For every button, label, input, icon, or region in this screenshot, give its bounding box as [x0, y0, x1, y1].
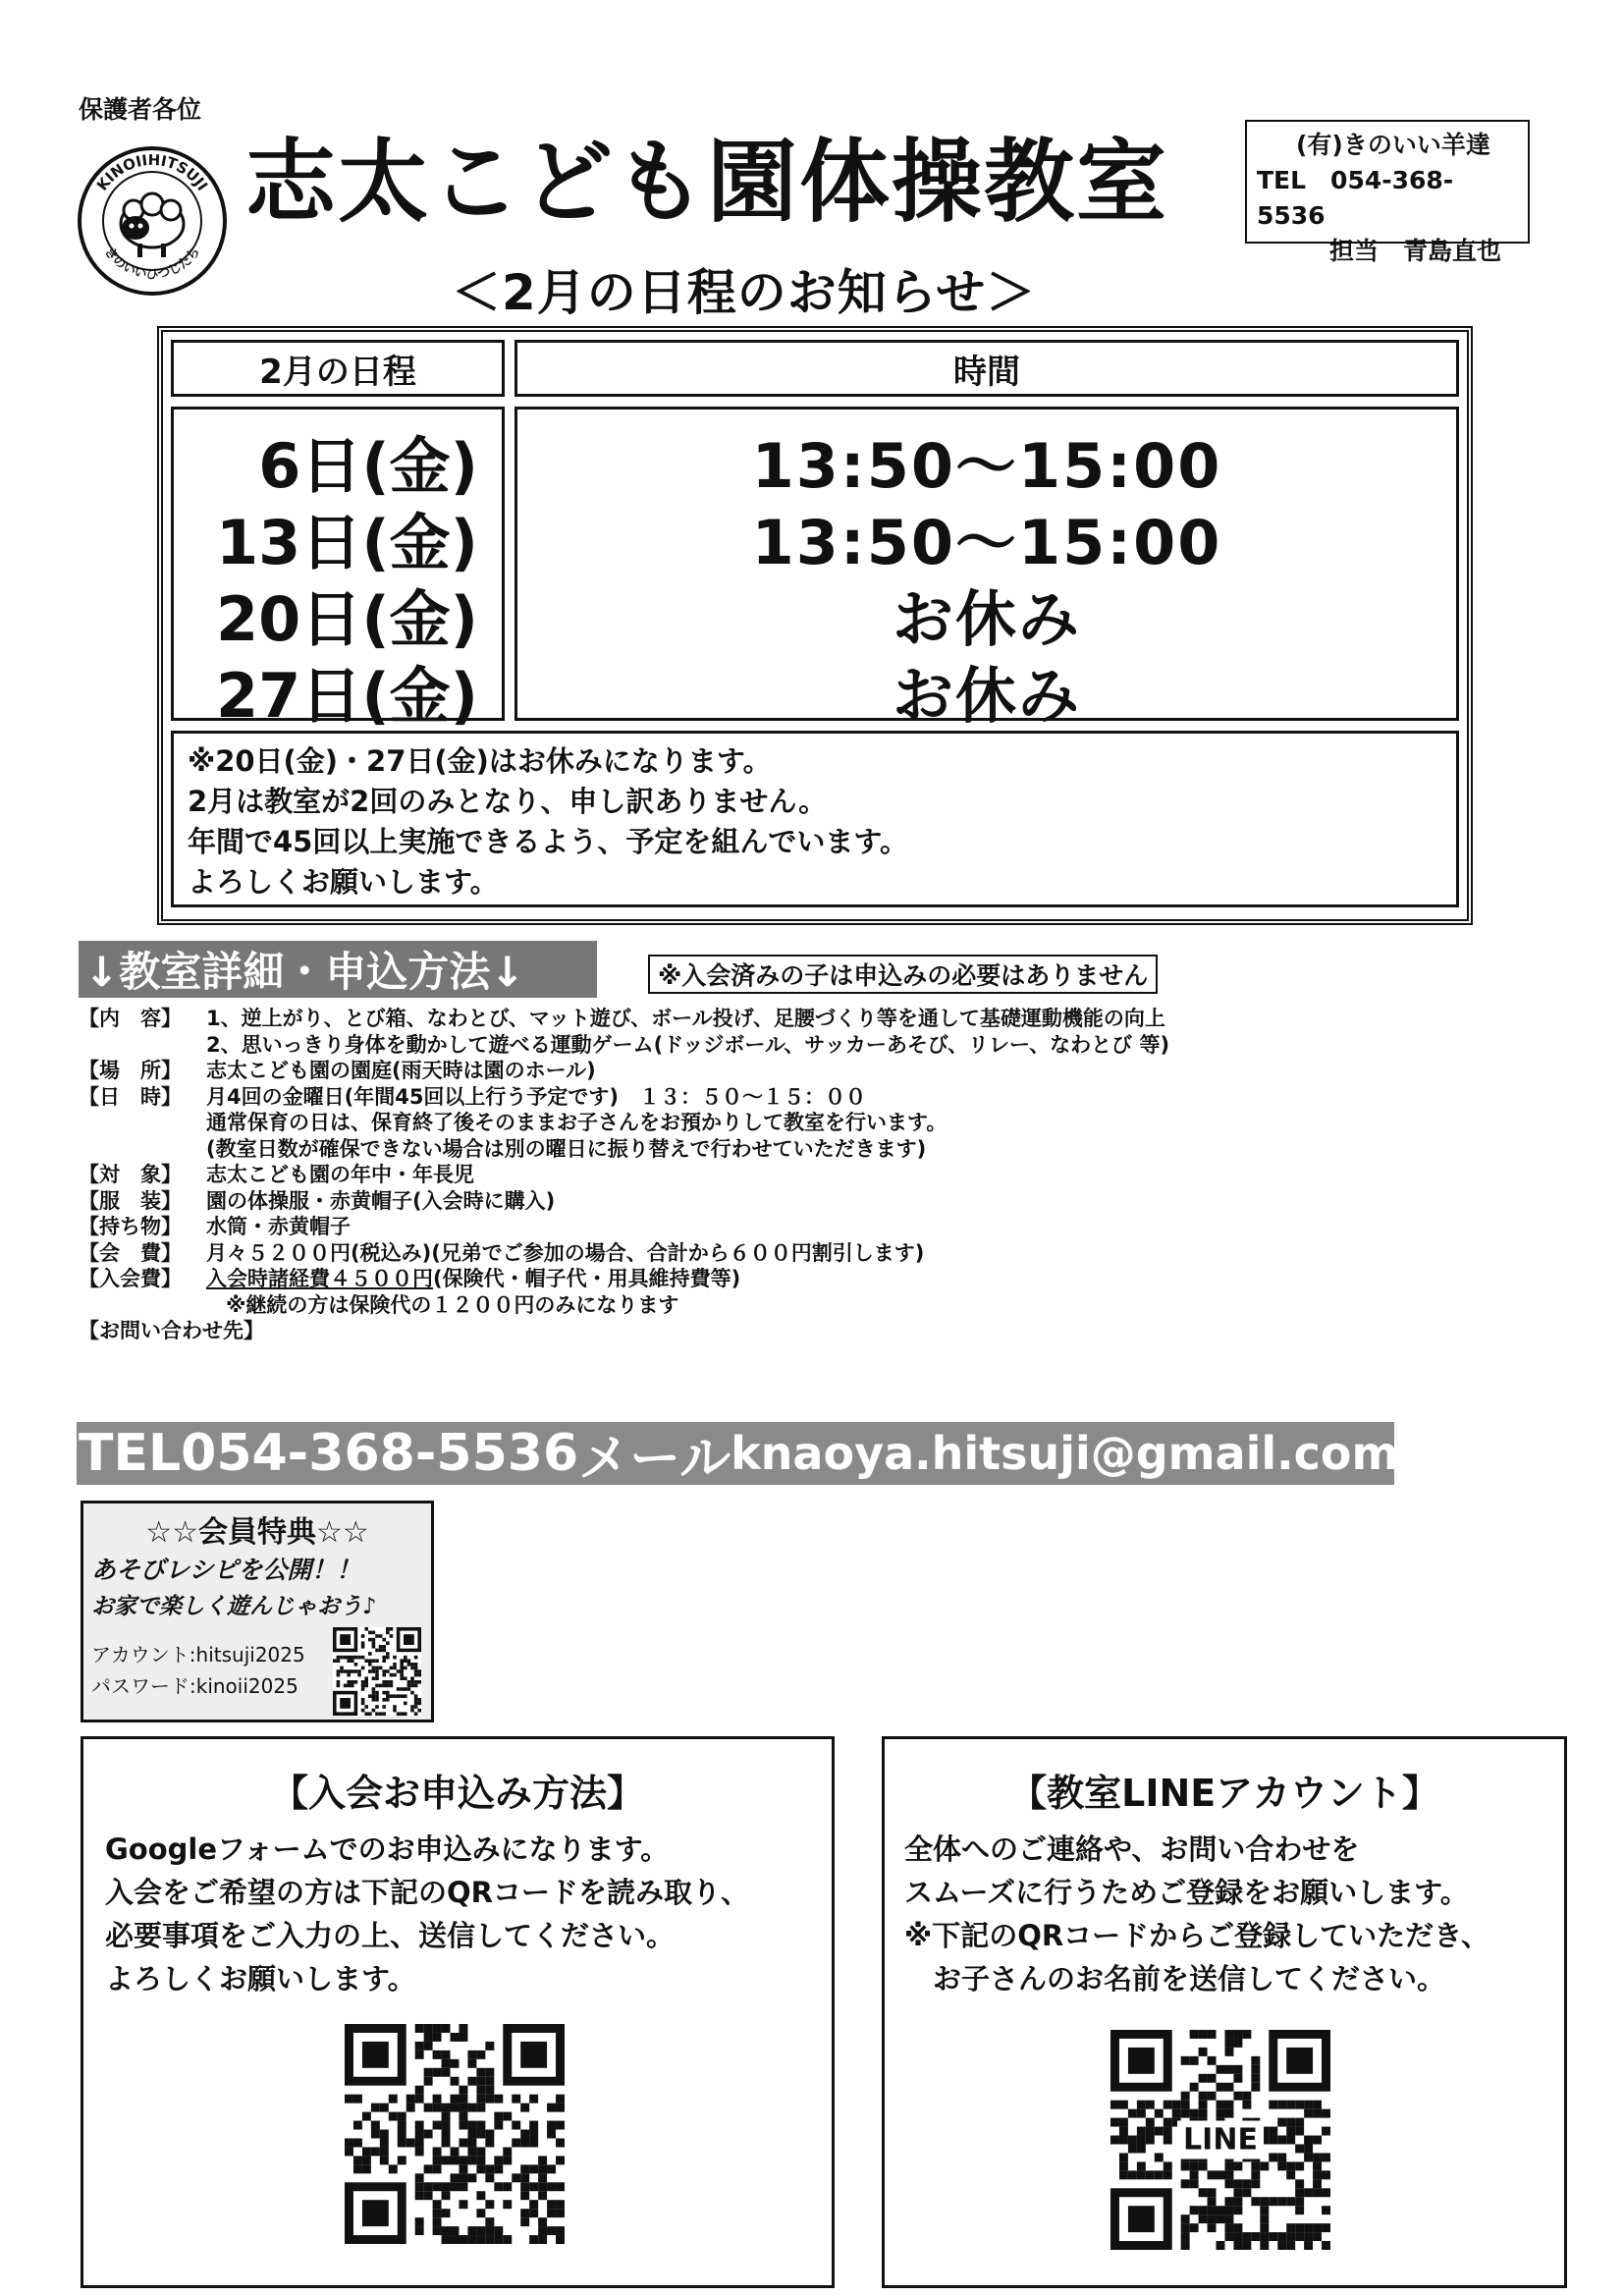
contact-person: 担当 青島直也 — [1329, 237, 1502, 265]
detail-text: 2、思いっきり身体を動かして遊べる運動ゲーム(ドッジボール、サッカーあそび、リレー、なわとび 等) — [206, 1032, 1170, 1057]
schedule-time: 13:50～15:00 — [751, 507, 1222, 578]
schedule-date: 27日(金) — [216, 660, 478, 732]
detail-label: 【持ち物】 — [79, 1215, 182, 1238]
line-box-line: お子さんのお名前を送信してください。 — [904, 1962, 1446, 1995]
addressee: 保護者各位 — [79, 95, 202, 124]
detail-text: 志太こども園の年中・年長児 — [206, 1163, 474, 1186]
inquiry-label: 【お問い合わせ先】 — [79, 1319, 264, 1342]
detail-text: 1、逆上がり、とび箱、なわとび、マット遊び、ボール投げ、足腰づくり等を通して基礎運動機能の向上 — [206, 1007, 1165, 1030]
perks-line: あそびレシピを公開！！ — [91, 1556, 361, 1584]
schedule-date: 6日(金) — [258, 430, 478, 502]
detail-text: 志太こども園の園庭(雨天時は園のホール) — [206, 1059, 596, 1082]
line-box-line: 全体へのご連絡や、お問い合わせを — [904, 1832, 1360, 1866]
detail-label: 【日 時】 — [79, 1084, 182, 1109]
schedule-times — [514, 407, 1459, 732]
member-note: ※入会済みの子は申込みの必要はありません — [648, 955, 1158, 994]
contact-bar — [77, 1422, 1399, 1489]
email-address[interactable]: knaoya.hitsuji@gmail.com — [731, 1427, 1399, 1480]
schedule-time: お休み — [892, 583, 1081, 655]
schedule-notes — [171, 731, 1459, 907]
contact-tel: TEL 054-368-5536 — [1257, 166, 1454, 230]
logo-text: KINOIIHITSUJI — [92, 150, 212, 194]
detail-label: 【対 象】 — [79, 1163, 182, 1186]
entry-fee-detail: (保険代・帽子代・用具維持費等) — [433, 1267, 741, 1290]
line-box-line: スムーズに行うためご登録をお願いします。 — [904, 1876, 1469, 1909]
schedule-date: 20日(金) — [216, 583, 478, 655]
line-box — [882, 1736, 1567, 2288]
detail-label: 【入会費】 — [79, 1267, 182, 1290]
detail-label: 【服 装】 — [79, 1188, 182, 1213]
apply-box — [81, 1736, 835, 2288]
detail-text: 月4回の金曜日(年間45回以上行う予定です) １３：５０～１５：００ — [206, 1084, 867, 1109]
line-box-text — [904, 1828, 1489, 2000]
schedule-time: 13:50～15:00 — [751, 430, 1222, 502]
detail-text: 園の体操服・赤黄帽子(入会時に購入) — [206, 1188, 556, 1213]
detail-label: 【会 費】 — [79, 1240, 182, 1265]
schedule-date: 13日(金) — [216, 507, 478, 578]
detail-label: 【内 容】 — [79, 1007, 182, 1030]
line-box-line: ※下記のQRコードからご登録していただき、 — [904, 1919, 1490, 1952]
page-subtitle: ＜2月の日程のお知らせ＞ — [452, 264, 1037, 321]
detail-label: 【場 所】 — [79, 1059, 182, 1082]
perks-title: ☆☆会員特典☆☆ — [145, 1515, 369, 1550]
tel-number[interactable]: 054-368-5536 — [181, 1424, 579, 1483]
schedule-note: 2月は教室が2回のみとなり、申し訳ありません。 — [188, 785, 828, 818]
perks-qr-code-icon[interactable] — [333, 1627, 421, 1716]
logo-subtext: きのいいひつじたち — [100, 245, 204, 283]
line-box-title: 【教室LINEアカウント】 — [1009, 1772, 1439, 1815]
tel-label: TEL — [79, 1424, 182, 1483]
perks-password: パスワード:kinoii2025 — [91, 1674, 298, 1698]
apply-line: 入会をご希望の方は下記のQRコードを読み取り、 — [105, 1876, 749, 1909]
schedule-header-date: 2月の日程 — [171, 340, 505, 397]
line-qr-wrapper — [1110, 2030, 1330, 2250]
detail-text: 通常保育の日は、保育終了後そのままお子さんをお預かりして教室を行います。 — [206, 1111, 947, 1134]
apply-qr-code-icon[interactable] — [345, 2024, 565, 2244]
details-list — [79, 1006, 1394, 1344]
perks-line: お家で楽しく遊んじゃおう♪ — [91, 1594, 377, 1619]
schedule-table — [157, 326, 1473, 925]
entry-fee-amount: 入会時諸経費４５００円 — [206, 1267, 433, 1290]
page-title: 志太こども園体操教室 — [245, 130, 1169, 235]
entry-fee-note: ※継続の方は保険代の１２００円のみになります — [226, 1292, 679, 1317]
apply-box-text — [105, 1828, 749, 2000]
apply-line: 必要事項をご入力の上、送信してください。 — [105, 1919, 676, 1952]
line-qr-label: LINE — [1177, 2121, 1264, 2159]
schedule-note: よろしくお願いします。 — [188, 865, 499, 899]
apply-line: Googleフォームでのお申込みになります。 — [105, 1832, 670, 1866]
schedule-note: ※20日(金)・27日(金)はお休みになります。 — [188, 744, 772, 778]
mail-label: メール — [578, 1429, 731, 1489]
schedule-note: 年間で45回以上実施できるよう、予定を組んでいます。 — [188, 825, 909, 858]
contact-company: (有)きのいい羊達 — [1296, 131, 1490, 159]
schedule-time: お休み — [892, 660, 1081, 732]
apply-line: よろしくお願いします。 — [105, 1962, 416, 1995]
section-header-details: ↓教室詳細・申込方法↓ — [79, 941, 597, 998]
sheep-logo — [77, 145, 228, 297]
detail-text: 月々５２００円(税込み)(兄弟でご参加の場合、合計から６００円割引します) — [206, 1240, 925, 1265]
member-perks — [81, 1501, 434, 1722]
detail-text: (教室日数が確保できない場合は別の曜日に振り替えで行わせていただきます) — [206, 1136, 927, 1161]
contact-box — [1245, 120, 1530, 265]
perks-account: アカウント:hitsuji2025 — [91, 1643, 305, 1667]
apply-box-title: 【入会お申込み方法】 — [270, 1772, 644, 1815]
schedule-header-time: 時間 — [514, 340, 1459, 397]
detail-text: 水筒・赤黄帽子 — [206, 1215, 351, 1238]
schedule-dates — [171, 407, 505, 732]
